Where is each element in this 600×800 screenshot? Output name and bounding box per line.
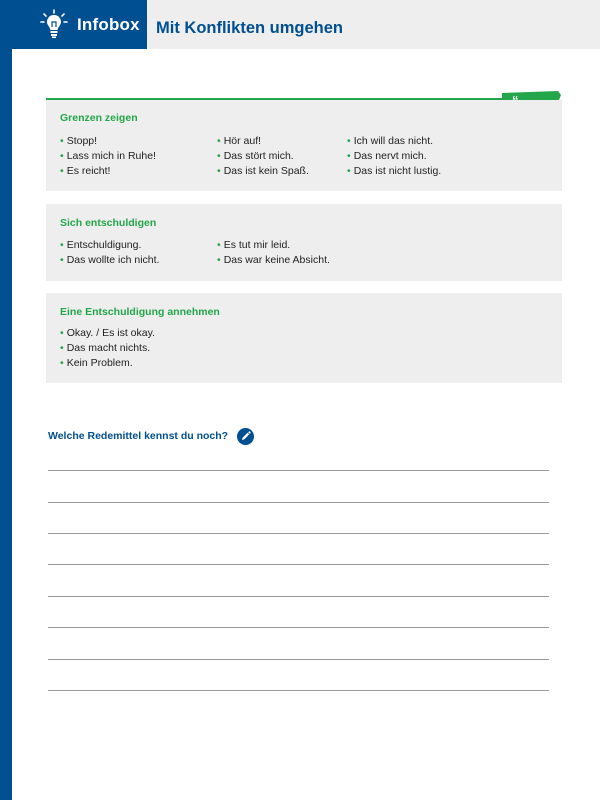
left-margin-bar xyxy=(0,0,12,800)
writing-line[interactable] xyxy=(48,533,549,534)
phrase-column xyxy=(347,134,441,179)
phrase-column xyxy=(217,238,330,268)
list-item: • Es tut mir leid. xyxy=(217,239,291,251)
writing-line[interactable] xyxy=(48,470,549,471)
writing-line[interactable] xyxy=(48,627,549,628)
writing-line[interactable] xyxy=(48,596,549,597)
panel-title: Eine Entschuldigung annehmen xyxy=(60,306,220,318)
panel-sich-entschuldigen xyxy=(46,204,562,281)
page-title: Mit Konflikten umgehen xyxy=(156,19,343,37)
phrase-column xyxy=(60,326,155,371)
phrase-column xyxy=(217,134,309,179)
panel-title: Sich entschuldigen xyxy=(60,217,157,229)
panel-grenzen-zeigen xyxy=(46,100,562,191)
list-item: • Ich will das nicht. xyxy=(347,135,434,147)
list-item: • Das ist kein Spaß. xyxy=(217,165,309,177)
phrase-column xyxy=(60,134,156,179)
pencil-icon xyxy=(237,428,254,445)
list-item: • Das macht nichts. xyxy=(60,342,151,354)
writing-line[interactable] xyxy=(48,659,549,660)
list-item: • Kein Problem. xyxy=(60,357,133,369)
list-item: • Das nervt mich. xyxy=(347,150,427,162)
list-item: • Entschuldigung. xyxy=(60,239,142,251)
exercise-question: Welche Redemittel kennst du noch? xyxy=(48,430,229,442)
phrase-column xyxy=(60,238,159,268)
list-item: • Stopp! xyxy=(60,135,98,147)
infobox-label: Infobox xyxy=(77,15,140,34)
panel-entschuldigung-annehmen xyxy=(46,293,562,383)
list-item: • Das war keine Absicht. xyxy=(217,254,330,266)
writing-line[interactable] xyxy=(48,564,549,565)
infobox-tab xyxy=(0,0,147,49)
list-item: • Das stört mich. xyxy=(217,150,294,162)
list-item: • Okay. / Es ist okay. xyxy=(60,327,155,339)
lightbulb-icon xyxy=(40,9,68,39)
list-item: • Es reicht! xyxy=(60,165,111,177)
list-item: • Lass mich in Ruhe! xyxy=(60,150,156,162)
list-item: • Das ist nicht lustig. xyxy=(347,165,442,177)
writing-line[interactable] xyxy=(48,690,549,691)
list-item: • Hör auf! xyxy=(217,135,262,147)
writing-line[interactable] xyxy=(48,502,549,503)
list-item: • Das wollte ich nicht. xyxy=(60,254,160,266)
panel-title: Grenzen zeigen xyxy=(60,112,138,124)
